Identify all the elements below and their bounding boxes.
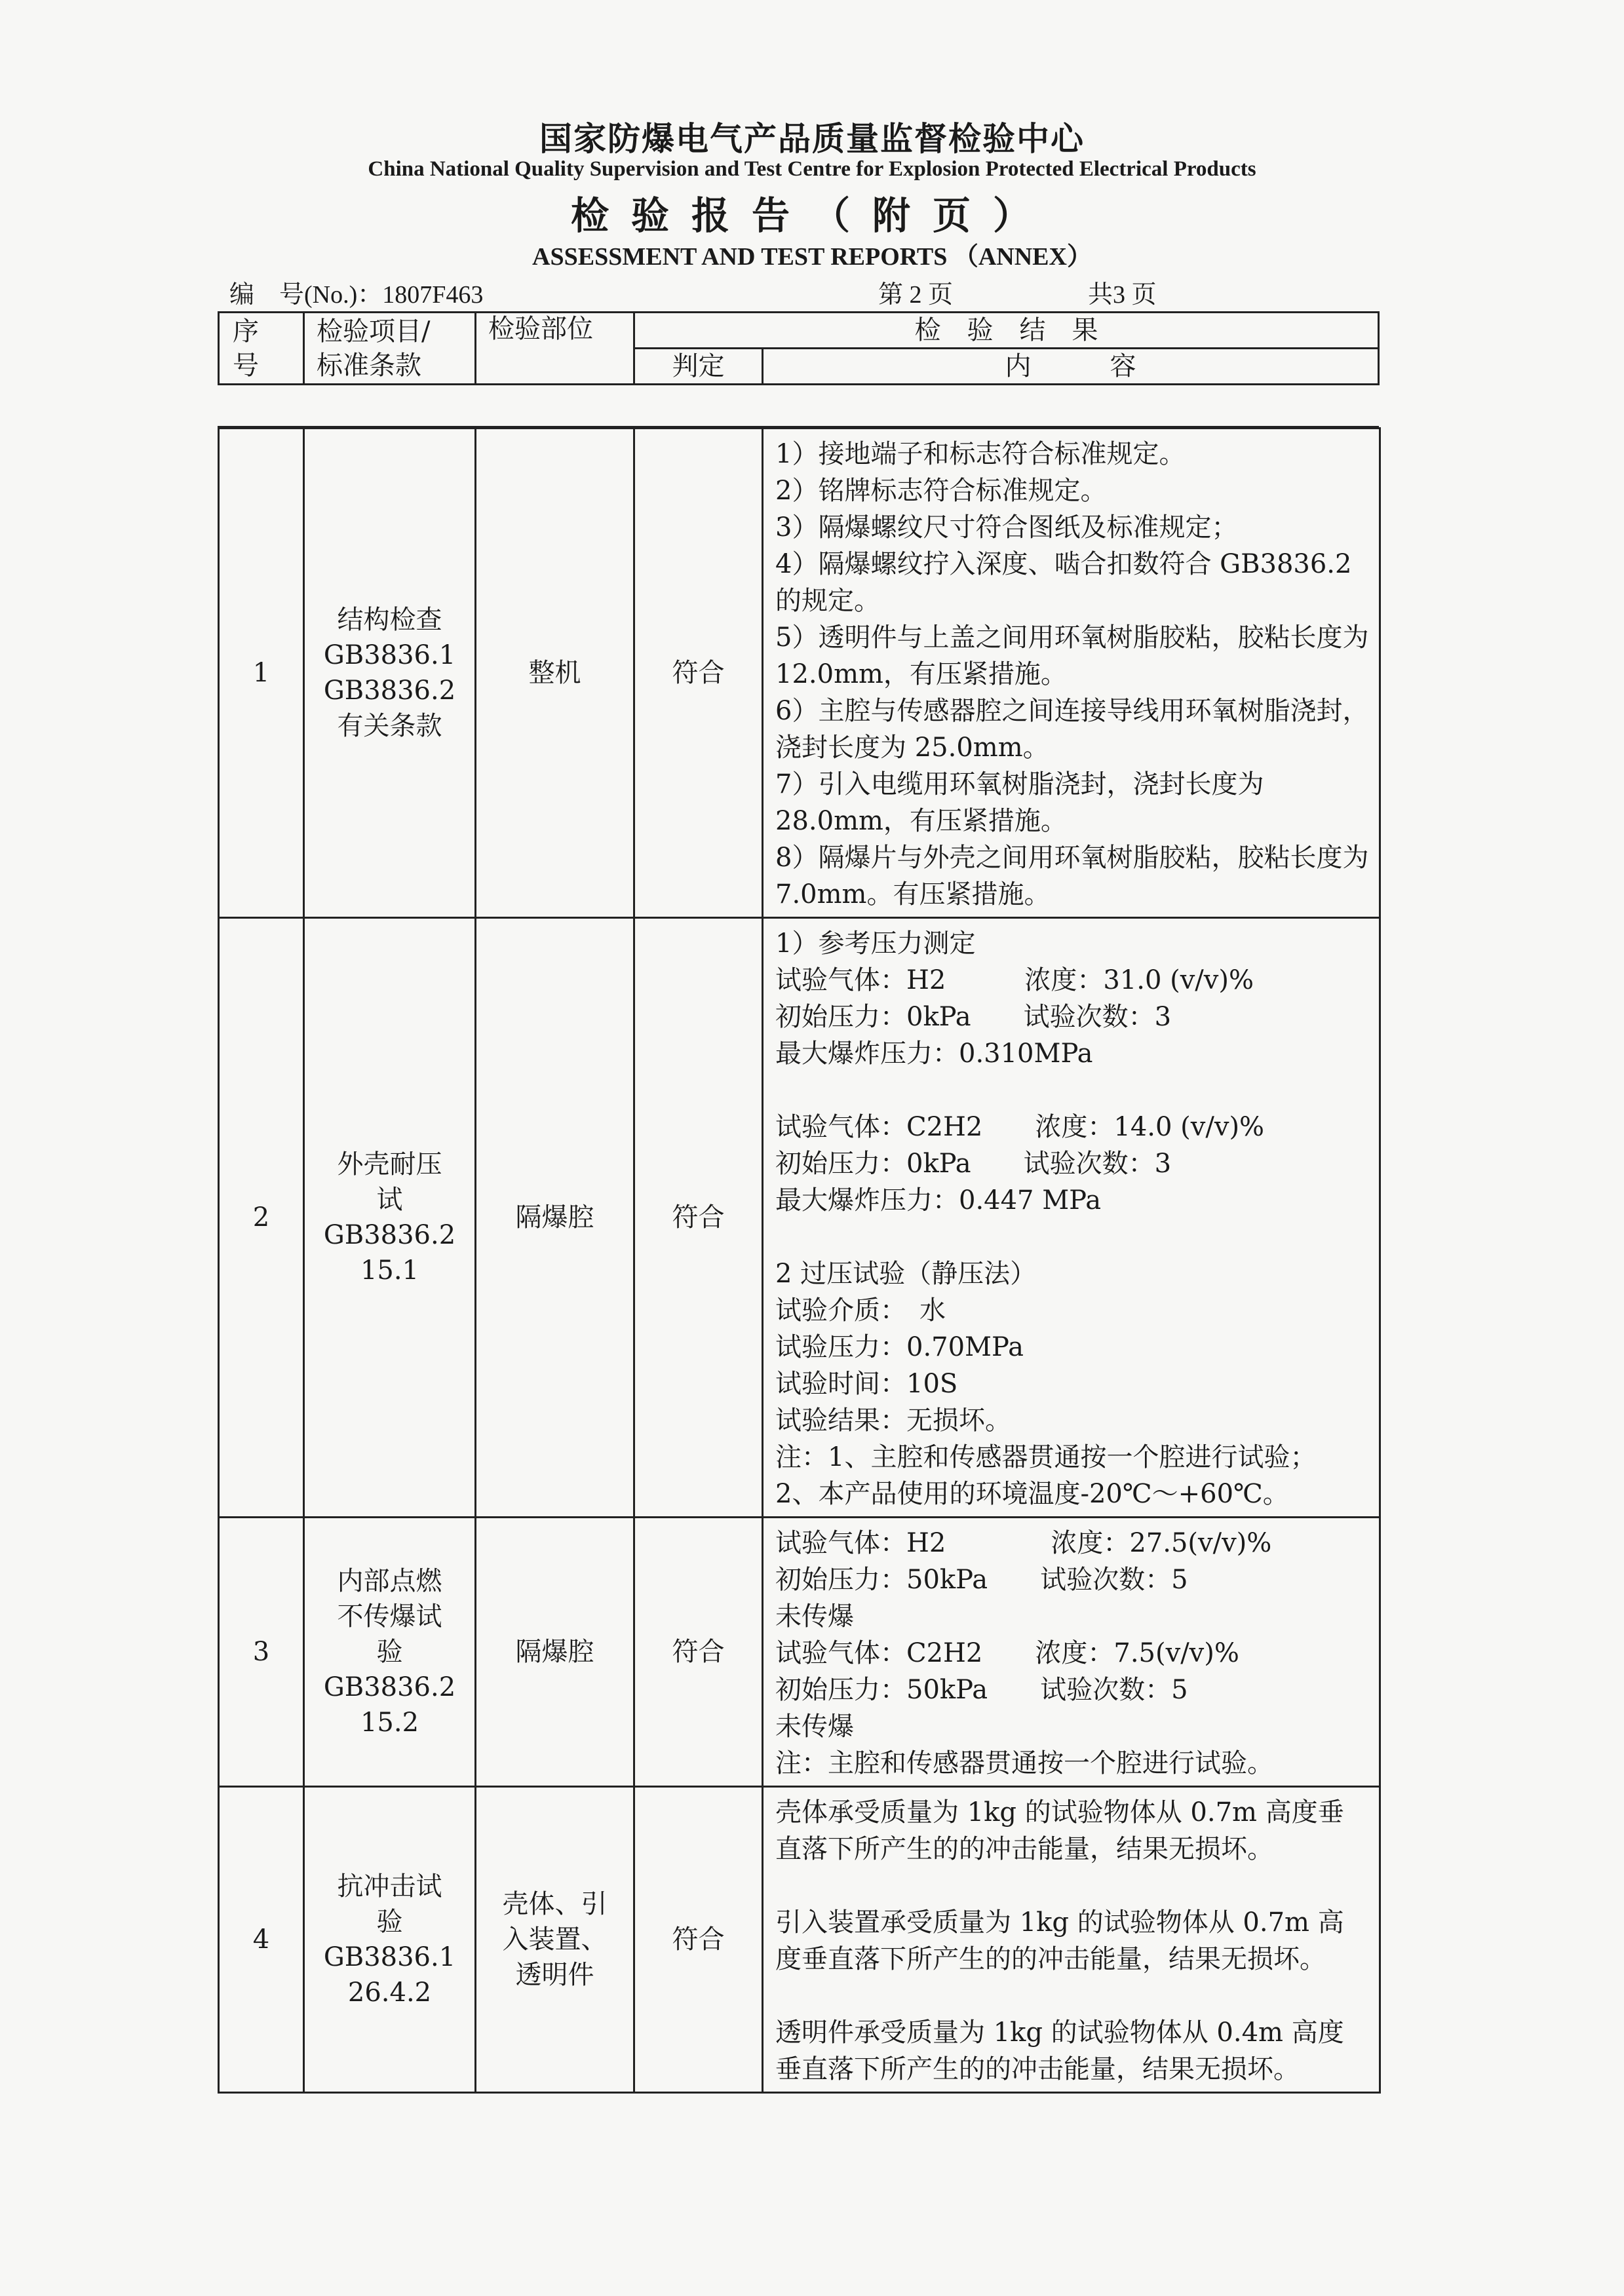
row-item: 抗冲击试 验 GB3836.1 26.4.2 <box>304 1787 476 2093</box>
report-number: 编 号(No.)：1807F463 <box>229 281 484 309</box>
row-part: 隔爆腔 <box>476 918 634 1518</box>
page-number: 第 2 页 <box>878 281 954 309</box>
row-content: 试验气体：H2 浓度：27.5(v/v)% 初始压力：50kPa 试验次数：5 未传爆 试验气体：C2H2 浓度：7.5(v/v)% 初始压力：50kPa 试验次数：5 未传爆 注：主腔和传感器贯通按一个腔进行试验。 <box>763 1518 1380 1787</box>
header-seq: 序 号 <box>219 313 304 385</box>
column-header-table <box>218 311 1380 385</box>
row-item: 内部点燃 不传爆试 验 GB3836.2 15.2 <box>304 1518 476 1787</box>
row-verdict: 符合 <box>634 918 763 1518</box>
row-verdict: 符合 <box>634 429 763 918</box>
header-result: 检 验 结 果 <box>634 313 1379 349</box>
row-verdict: 符合 <box>634 1518 763 1787</box>
row-part: 隔爆腔 <box>476 1518 634 1787</box>
row-seq: 4 <box>219 1787 304 2093</box>
header-content: 内 容 <box>763 349 1379 385</box>
table-row <box>219 1787 1380 2093</box>
header-verdict: 判定 <box>634 349 763 385</box>
row-part: 壳体、引 入装置、 透明件 <box>476 1787 634 2093</box>
row-part: 整机 <box>476 429 634 918</box>
row-content: 1）接地端子和标志符合标准规定。 2）铭牌标志符合标准规定。 3）隔爆螺纹尺寸符合图纸及标准规定； 4）隔爆螺纹拧入深度、啮合扣数符合 GB3836.2 的规定。 5）透明件与上盖之间用环氧树脂胶粘，胶粘长度为 12.0mm，有压紧措施。 6）主腔与传感器腔之间连接导线用环氧树脂浇封，浇封长度为 25.0mm。 7）引入电缆用环氧树脂浇封，浇封长度为 28.0mm，有压紧措施。 8）隔爆片与外壳之间用环氧树脂胶粘，胶粘长度为 7.0mm。有压紧措施。 <box>763 429 1380 918</box>
table-row <box>219 1518 1380 1787</box>
row-seq: 2 <box>219 918 304 1518</box>
row-verdict: 符合 <box>634 1787 763 2093</box>
table-row <box>219 429 1380 918</box>
report-title-en: ASSESSMENT AND TEST REPORTS （ANNEX） <box>532 243 1092 271</box>
page-total: 共3 页 <box>1088 281 1157 309</box>
org-title-en: China National Quality Supervision and Test Centre for Explosion Protected Electrical Products <box>368 157 1256 181</box>
results-table <box>218 427 1381 2094</box>
row-seq: 3 <box>219 1518 304 1787</box>
table-row <box>219 918 1380 1518</box>
header-item: 检验项目/ 标准条款 <box>304 313 476 385</box>
row-content: 1）参考压力测定 试验气体：H2 浓度：31.0 (v/v)% 初始压力：0kPa 试验次数：3 最大爆炸压力：0.310MPa 试验气体：C2H2 浓度：14.0 (v/v)% 初始压力：0kPa 试验次数：3 最大爆炸压力：0.447 MPa 2 过压试验（静压法） 试验介质： 水 试验压力：0.70MPa 试验时间：10S 试验结果：无损坏。 注：1、主腔和传感器贯通按一个腔进行试验； 2、本产品使用的环境温度-20℃～+60℃。 <box>763 918 1380 1518</box>
org-title-cn: 国家防爆电气产品质量监督检验中心 <box>539 119 1085 158</box>
row-item: 外壳耐压 试 GB3836.2 15.1 <box>304 918 476 1518</box>
row-item: 结构检查 GB3836.1 GB3836.2 有关条款 <box>304 429 476 918</box>
row-content: 壳体承受质量为 1kg 的试验物体从 0.7m 高度垂直落下所产生的的冲击能量，结果无损坏。 引入装置承受质量为 1kg 的试验物体从 0.7m 高度垂直落下所产生的的冲击能量，结果无损坏。 透明件承受质量为 1kg 的试验物体从 0.4m 高度垂直落下所产生的的冲击能量，结果无损坏。 <box>763 1787 1380 2093</box>
header-part: 检验部位 <box>476 313 634 385</box>
report-title-cn: 检验报告（附页） <box>570 193 1053 238</box>
row-seq: 1 <box>219 429 304 918</box>
